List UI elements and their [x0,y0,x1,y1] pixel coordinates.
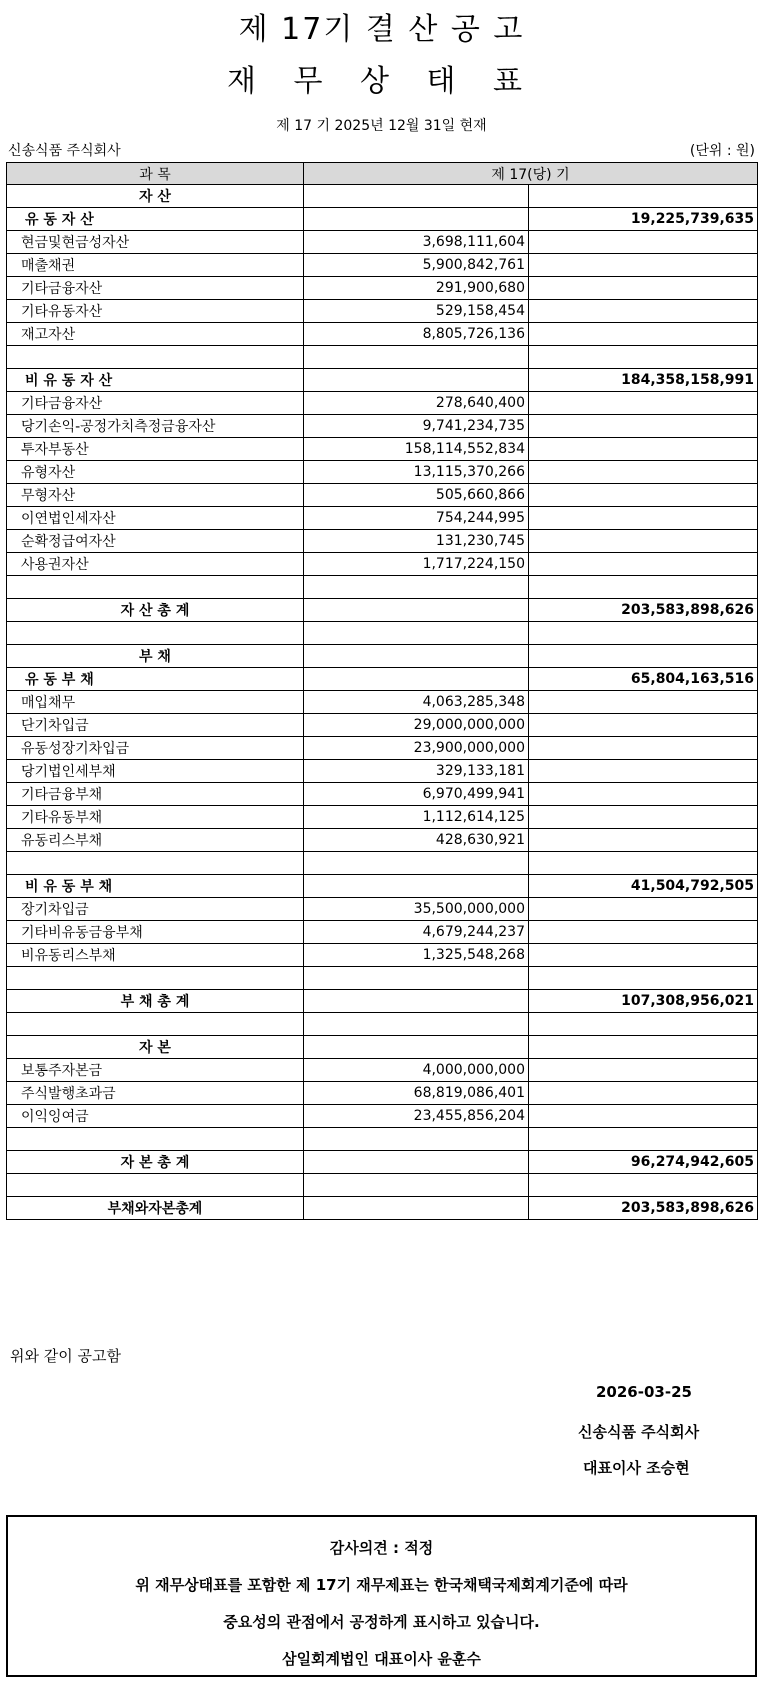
table-row [7,277,758,300]
subtotal-amount [529,392,758,415]
subtotal-amount [529,185,758,208]
subtotal-amount [529,898,758,921]
subtotal-amount [529,714,758,737]
account-name [7,1013,304,1036]
account-name: 당기손익-공정가치측정금융자산 [7,415,304,438]
account-name: 부 채 총 계 [7,990,304,1013]
account-name: 당기법인세부채 [7,760,304,783]
detail-amount [304,576,529,599]
account-name: 비 유 동 자 산 [7,369,304,392]
subtotal-amount [529,760,758,783]
notice-title: 제 17기 결 산 공 고 [238,12,525,47]
subtotal-amount: 19,225,739,635 [529,208,758,231]
subtotal-amount [529,484,758,507]
detail-amount: 5,900,842,761 [304,254,529,277]
table-row [7,967,758,990]
table-row [7,760,758,783]
detail-amount: 4,000,000,000 [304,1059,529,1082]
account-name: 재고자산 [7,323,304,346]
table-header-row [7,163,758,185]
detail-amount: 278,640,400 [304,392,529,415]
detail-amount [304,852,529,875]
table-row [7,208,758,231]
account-name: 유 동 자 산 [7,208,304,231]
account-column-header: 과 목 [7,163,304,185]
subtotal-amount: 203,583,898,626 [529,599,758,622]
account-name: 기타금융자산 [7,392,304,415]
subtotal-amount: 41,504,792,505 [529,875,758,898]
subtotal-amount [529,852,758,875]
account-name: 단기차입금 [7,714,304,737]
detail-amount [304,346,529,369]
subtotal-amount [529,1036,758,1059]
subtotal-amount [529,737,758,760]
detail-amount: 29,000,000,000 [304,714,529,737]
subtotal-amount [529,438,758,461]
subtotal-amount [529,783,758,806]
account-name [7,346,304,369]
balance-sheet-table [6,162,758,1220]
subtotal-amount [529,1174,758,1197]
subtotal-amount [529,1059,758,1082]
subtotal-amount [529,1128,758,1151]
table-row [7,668,758,691]
subtotal-amount [529,461,758,484]
subtotal-amount [529,415,758,438]
account-name: 주식발행초과금 [7,1082,304,1105]
table-row [7,1151,758,1174]
unit-label: (단위 : 원) [689,143,755,159]
detail-amount: 4,063,285,348 [304,691,529,714]
detail-amount: 1,717,224,150 [304,553,529,576]
table-row [7,300,758,323]
detail-amount [304,1013,529,1036]
account-name: 무형자산 [7,484,304,507]
account-name: 사용권자산 [7,553,304,576]
detail-amount: 329,133,181 [304,760,529,783]
table-row [7,1105,758,1128]
audit-statement-line2: 중요성의 관점에서 공정하게 표시하고 있습니다. [223,1613,540,1631]
subtotal-amount: 203,583,898,626 [529,1197,758,1220]
detail-amount: 529,158,454 [304,300,529,323]
detail-amount: 68,819,086,401 [304,1082,529,1105]
account-name: 매출채권 [7,254,304,277]
detail-amount [304,1151,529,1174]
detail-amount: 3,698,111,604 [304,231,529,254]
table-row [7,231,758,254]
table-row [7,507,758,530]
table-row [7,645,758,668]
account-name: 이연법인세자산 [7,507,304,530]
detail-amount: 13,115,370,266 [304,461,529,484]
account-name: 부채와자본총계 [7,1197,304,1220]
subtotal-amount: 107,308,956,021 [529,990,758,1013]
detail-amount: 8,805,726,136 [304,323,529,346]
table-row [7,1013,758,1036]
company-name: 신송식품 주식회사 [8,143,121,159]
subtotal-amount: 96,274,942,605 [529,1151,758,1174]
audit-opinion: 감사의견 : 적정 [329,1539,434,1557]
account-name: 유동리스부채 [7,829,304,852]
table-row [7,1174,758,1197]
detail-amount [304,1128,529,1151]
subtotal-amount: 184,358,158,991 [529,369,758,392]
subtotal-amount [529,277,758,300]
subtotal-amount [529,231,758,254]
detail-amount [304,1036,529,1059]
account-name: 기타비유동금융부채 [7,921,304,944]
subtotal-amount [529,530,758,553]
detail-amount [304,967,529,990]
detail-amount: 23,900,000,000 [304,737,529,760]
detail-amount: 505,660,866 [304,484,529,507]
account-name: 이익잉여금 [7,1105,304,1128]
detail-amount: 23,455,856,204 [304,1105,529,1128]
table-row [7,530,758,553]
detail-amount [304,875,529,898]
account-name [7,576,304,599]
detail-amount [304,990,529,1013]
account-name: 장기차입금 [7,898,304,921]
notice-date: 2026-03-25 [596,1383,692,1401]
table-row [7,1082,758,1105]
table-row [7,990,758,1013]
period-label: 제 17 기 2025년 12월 31일 현재 [276,118,487,134]
detail-amount: 4,679,244,237 [304,921,529,944]
subtotal-amount [529,645,758,668]
account-name: 자 산 총 계 [7,599,304,622]
account-name: 자 산 [7,185,304,208]
detail-amount: 1,112,614,125 [304,806,529,829]
table-row [7,691,758,714]
audit-opinion-box [6,1515,757,1677]
table-row [7,415,758,438]
subtotal-amount [529,944,758,967]
account-name: 부 채 [7,645,304,668]
subtotal-amount [529,1013,758,1036]
account-name: 유형자산 [7,461,304,484]
detail-amount [304,622,529,645]
account-name [7,967,304,990]
statement-title: 재 무 상 태 표 [226,64,537,99]
detail-amount: 1,325,548,268 [304,944,529,967]
account-name: 기타유동부채 [7,806,304,829]
signer-ceo: 대표이사 조승현 [583,1459,690,1477]
detail-amount [304,208,529,231]
table-row [7,1059,758,1082]
public-notice-text: 위와 같이 공고함 [10,1347,121,1365]
detail-amount: 291,900,680 [304,277,529,300]
subtotal-amount [529,1105,758,1128]
account-name: 기타금융부채 [7,783,304,806]
signer-company: 신송식품 주식회사 [578,1423,700,1441]
account-name: 기타금융자산 [7,277,304,300]
subtotal-amount [529,622,758,645]
account-name: 비 유 동 부 채 [7,875,304,898]
account-name: 현금및현금성자산 [7,231,304,254]
account-name: 유 동 부 채 [7,668,304,691]
detail-amount: 35,500,000,000 [304,898,529,921]
account-name: 순확정급여자산 [7,530,304,553]
account-name [7,622,304,645]
detail-amount [304,369,529,392]
table-row [7,461,758,484]
subtotal-amount [529,346,758,369]
subtotal-amount [529,507,758,530]
subtotal-amount [529,967,758,990]
table-row [7,1197,758,1220]
subtotal-amount [529,829,758,852]
detail-amount: 158,114,552,834 [304,438,529,461]
table-row [7,852,758,875]
account-name: 자 본 [7,1036,304,1059]
audit-statement-line1: 위 재무상태표를 포함한 제 17기 재무제표는 한국채택국제회계기준에 따라 [135,1576,628,1594]
table-row [7,875,758,898]
table-row [7,829,758,852]
auditor-signature: 삼일회계법인 대표이사 윤훈수 [282,1650,481,1668]
table-row [7,553,758,576]
table-row [7,369,758,392]
account-name [7,1174,304,1197]
table-row [7,944,758,967]
subtotal-amount [529,1082,758,1105]
table-row [7,783,758,806]
subtotal-amount [529,691,758,714]
subtotal-amount [529,254,758,277]
account-name: 유동성장기차입금 [7,737,304,760]
detail-amount: 6,970,499,941 [304,783,529,806]
table-row [7,346,758,369]
detail-amount [304,645,529,668]
detail-amount [304,599,529,622]
detail-amount [304,668,529,691]
subtotal-amount [529,323,758,346]
table-row [7,599,758,622]
account-name: 기타유동자산 [7,300,304,323]
period-column-header: 제 17(당) 기 [304,163,758,185]
table-row [7,254,758,277]
table-row [7,622,758,645]
table-row [7,1128,758,1151]
table-row [7,806,758,829]
table-row [7,438,758,461]
account-name: 투자부동산 [7,438,304,461]
table-row [7,1036,758,1059]
detail-amount [304,185,529,208]
detail-amount: 131,230,745 [304,530,529,553]
account-name [7,1128,304,1151]
table-row [7,921,758,944]
account-name: 비유동리스부채 [7,944,304,967]
detail-amount [304,1197,529,1220]
account-name: 보통주자본금 [7,1059,304,1082]
detail-amount: 428,630,921 [304,829,529,852]
subtotal-amount [529,300,758,323]
table-row [7,898,758,921]
table-row [7,392,758,415]
account-name: 자 본 총 계 [7,1151,304,1174]
subtotal-amount [529,806,758,829]
table-row [7,576,758,599]
subtotal-amount [529,553,758,576]
table-row [7,737,758,760]
account-name [7,852,304,875]
account-name: 매입채무 [7,691,304,714]
table-row [7,323,758,346]
table-row [7,484,758,507]
table-row [7,185,758,208]
detail-amount: 754,244,995 [304,507,529,530]
table-body [7,185,758,1220]
detail-amount [304,1174,529,1197]
detail-amount: 9,741,234,735 [304,415,529,438]
subtotal-amount [529,921,758,944]
subtotal-amount [529,576,758,599]
table-row [7,714,758,737]
subtotal-amount: 65,804,163,516 [529,668,758,691]
